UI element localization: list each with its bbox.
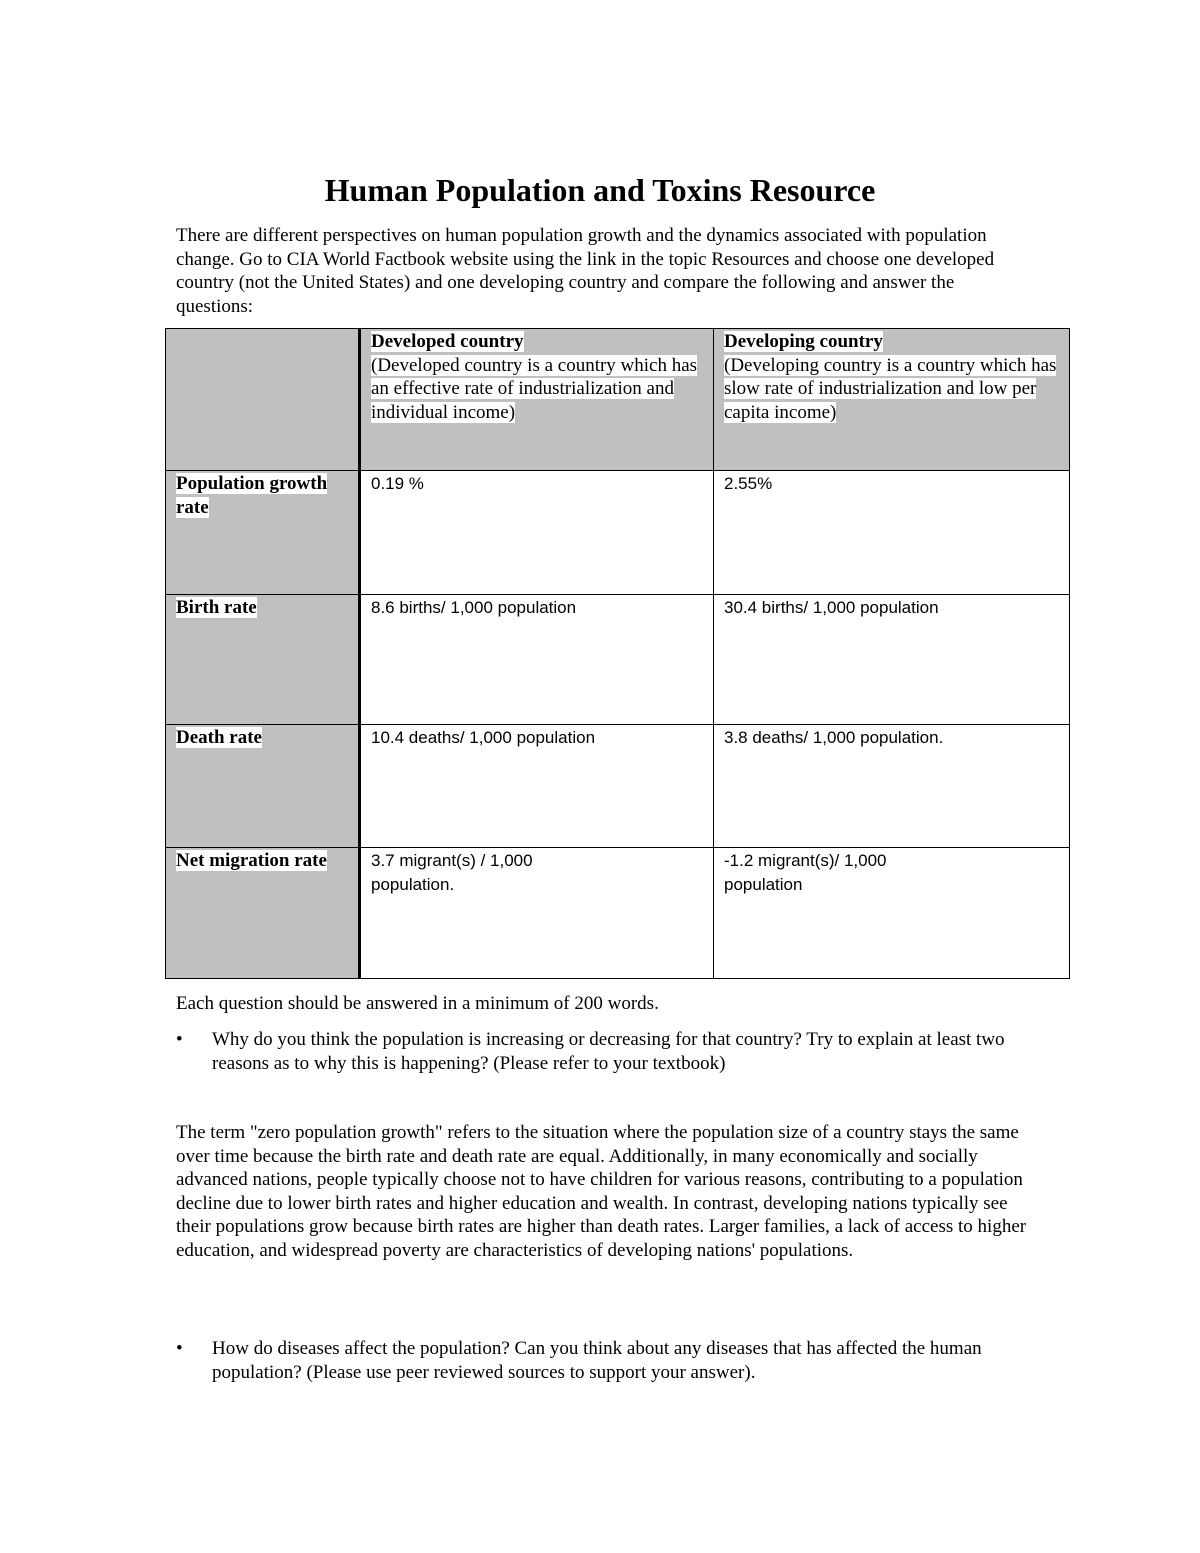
developing-header-title: Developing country bbox=[724, 331, 883, 352]
page-title: Human Population and Toxins Resource bbox=[324, 172, 876, 208]
row-label-cell bbox=[166, 848, 360, 979]
developed-value: 8.6 births/ 1,000 population bbox=[371, 598, 577, 617]
developed-value: 10.4 deaths/ 1,000 population bbox=[371, 728, 596, 747]
table-row bbox=[166, 595, 1070, 725]
answer-paragraph: The term "zero population growth" refers to the situation where the population size of a country stays the same over time because the birth rate and death rate are equal. Additionally, in many economically and socially advanced nations, people typically choose not to have children for various reasons, contributing to a population decline due to lower birth rates and higher education and wealth. In contrast, developing nations typically see their populations grow because birth rates are higher than death rates. Larger families, a lack of access to higher education, and widespread poverty are characteristics of developing nations' populations. bbox=[176, 1122, 1027, 1261]
word-count-note: Each question should be answered in a minimum of 200 words. bbox=[176, 993, 659, 1014]
row-label-cell bbox=[166, 471, 360, 595]
developed-value: 0.19 % bbox=[371, 474, 424, 493]
developed-value-cell bbox=[360, 471, 714, 595]
table-row bbox=[166, 471, 1070, 595]
developed-header-cell bbox=[360, 329, 714, 471]
developing-value: -1.2 migrant(s)/ 1,000 population bbox=[724, 851, 887, 894]
row-label-cell bbox=[166, 725, 360, 848]
table-row bbox=[166, 848, 1070, 979]
developing-value-cell bbox=[714, 595, 1070, 725]
comparison-table bbox=[165, 328, 1070, 979]
developed-value-cell bbox=[360, 725, 714, 848]
table-header-row bbox=[166, 329, 1070, 471]
developed-header-description: (Developed country is a country which has an effective rate of industrialization and individual income) bbox=[371, 354, 698, 423]
developed-value-cell bbox=[360, 848, 714, 979]
bullet-icon: • bbox=[176, 1338, 183, 1359]
intro-paragraph: There are different perspectives on human population growth and the dynamics associated with population change. Go to CIA World Factbook website using the link in the topic Resources and choose one developed country (not the United States) and one developing country and compare the following and answer the questions: bbox=[176, 225, 995, 317]
developing-value-cell bbox=[714, 471, 1070, 595]
bullet-icon: • bbox=[176, 1029, 183, 1050]
table-corner-cell bbox=[166, 329, 360, 471]
developing-value: 3.8 deaths/ 1,000 population. bbox=[724, 728, 944, 747]
developing-value-cell bbox=[714, 848, 1070, 979]
developing-header-description: (Developing country is a country which has slow rate of industrialization and low per capita income) bbox=[724, 354, 1057, 423]
developed-header-title: Developed country bbox=[371, 331, 524, 352]
question-text: Why do you think the population is increasing or decreasing for that country? Try to explain at least two reasons as to why this is happening? (Please refer to your textbook) bbox=[212, 1029, 1005, 1074]
developed-value-cell bbox=[360, 595, 714, 725]
row-label: Net migration rate bbox=[176, 850, 327, 871]
developing-value: 30.4 births/ 1,000 population bbox=[724, 598, 939, 617]
developing-value: 2.55% bbox=[724, 474, 773, 493]
developed-value: 3.7 migrant(s) / 1,000 population. bbox=[371, 851, 533, 894]
row-label: Death rate bbox=[176, 727, 262, 748]
row-label: Population growth rate bbox=[176, 473, 328, 518]
question-text: How do diseases affect the population? Can you think about any diseases that has affected the human population? (Please use peer reviewed sources to support your answer). bbox=[212, 1338, 982, 1383]
row-label-cell bbox=[166, 595, 360, 725]
developing-value-cell bbox=[714, 725, 1070, 848]
row-label: Birth rate bbox=[176, 597, 257, 618]
developing-header-cell bbox=[714, 329, 1070, 471]
table-row bbox=[166, 725, 1070, 848]
